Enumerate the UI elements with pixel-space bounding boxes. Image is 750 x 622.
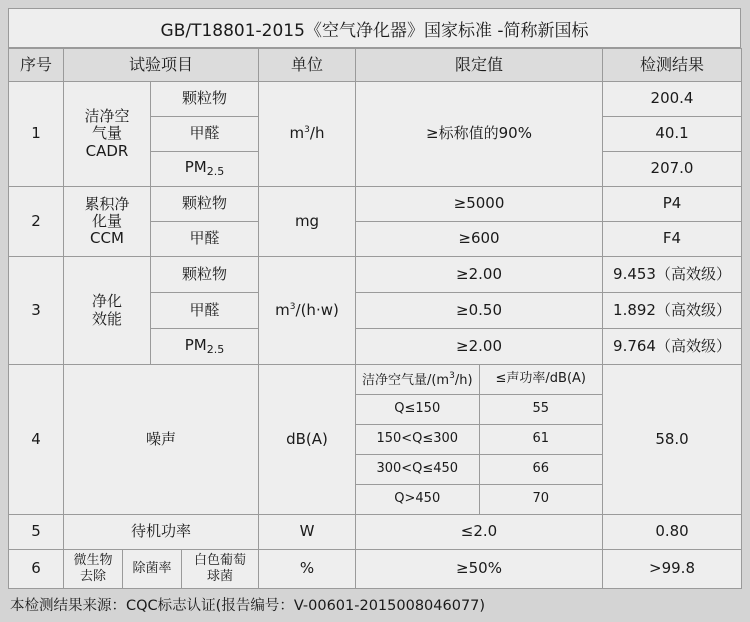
table-row [9, 550, 742, 589]
result-cell: 58.0 [603, 365, 742, 515]
test-results-table [8, 48, 742, 589]
inner-row [356, 455, 602, 485]
item-line: 净化 [91, 292, 122, 311]
inner-header-cadr: 洁净空气量$/(m^3/h)$ [356, 365, 479, 395]
item-line: 气量 [91, 124, 122, 143]
row-number: 4 [9, 365, 64, 515]
header-unit: 单位 [259, 49, 356, 82]
header-item: 试验项目 [64, 49, 259, 82]
result-cell: 200.4 [603, 82, 742, 117]
limit-cell: ≥0.50 [356, 293, 603, 329]
row-number: 2 [9, 187, 64, 257]
limit-cell: ≥50% [356, 550, 603, 589]
table-row [9, 187, 742, 222]
row-number: 5 [9, 515, 64, 550]
limit-cell: ≥600 [356, 222, 603, 257]
inner-row [356, 425, 602, 455]
unit-cell: dB(A) [259, 365, 356, 515]
unit-cell: W [259, 515, 356, 550]
result-cell: F4 [603, 222, 742, 257]
row-number: 3 [9, 257, 64, 365]
header-limit: 限定值 [356, 49, 603, 82]
inner-value: 55 [479, 395, 602, 425]
result-cell: 9.764（高效级） [603, 329, 742, 365]
inner-value: 66 [479, 455, 602, 485]
inner-header-power: ≤声功率/dB(A) [479, 365, 602, 395]
header-no: 序号 [9, 49, 64, 82]
item-microbe [64, 550, 259, 589]
sub-item: $PM_{2.5}$ [151, 329, 259, 365]
microbe-removal-label: 微生物 去除 [64, 550, 123, 588]
item-noise: 噪声 [64, 365, 259, 515]
result-cell: 207.0 [603, 152, 742, 187]
sub-item: 甲醛 [151, 293, 259, 329]
result-cell: 0.80 [603, 515, 742, 550]
row-number: 6 [9, 550, 64, 589]
sub-item: 颗粒物 [151, 187, 259, 222]
result-cell: 1.892（高效级） [603, 293, 742, 329]
item-ccm [64, 187, 151, 257]
sterilization-rate-label: 除菌率 [123, 550, 182, 588]
item-line: 效能 [91, 309, 122, 328]
result-cell: P4 [603, 187, 742, 222]
inner-range: 300<Q≤450 [356, 455, 479, 485]
header-row [9, 49, 742, 82]
limit-cell: ≥5000 [356, 187, 603, 222]
limit-cell: ≥标称值的90% [356, 82, 603, 187]
item-line: 化量 [91, 211, 122, 230]
unit-cell: mg [259, 187, 356, 257]
limit-cell: ≤2.0 [356, 515, 603, 550]
header-result: 检测结果 [603, 49, 742, 82]
item-line: 洁净空 [84, 107, 130, 126]
inner-value: 61 [479, 425, 602, 455]
sub-item: 颗粒物 [151, 257, 259, 293]
inner-range: Q>450 [356, 485, 479, 515]
item-line: 累积净 [84, 194, 130, 213]
table-row [9, 515, 742, 550]
inner-row [356, 485, 602, 515]
staphylococcus-label: 白色葡萄 球菌 [194, 553, 247, 584]
inner-range: 150<Q≤300 [356, 425, 479, 455]
inner-row [356, 395, 602, 425]
source-note: 本检测结果来源：CQC标志认证(报告编号：V-00601-2015008046077) [10, 598, 486, 614]
limit-cell: ≥2.00 [356, 329, 603, 365]
noise-limit-table [356, 365, 602, 514]
table-row [9, 257, 742, 293]
limit-cell: ≥2.00 [356, 257, 603, 293]
noise-limit-cell [356, 365, 603, 515]
sub-item: 甲醛 [151, 117, 259, 152]
result-cell: >99.8 [603, 550, 742, 589]
unit-cell: $m^3/(h\cdot w)$ [259, 257, 356, 365]
table-row [9, 82, 742, 117]
unit-cell: $m^3/h$ [259, 82, 356, 187]
item-efficiency [64, 257, 151, 365]
inner-range: Q≤150 [356, 395, 479, 425]
sub-item: $PM_{2.5}$ [151, 152, 259, 187]
sub-item: 颗粒物 [151, 82, 259, 117]
table-row [9, 365, 742, 515]
item-line: CADR [85, 141, 129, 160]
table-title: GB/T18801-2015《空气净化器》国家标准 -简称新国标 [8, 8, 741, 48]
result-cell: 40.1 [603, 117, 742, 152]
inner-value: 70 [479, 485, 602, 515]
sub-item: 甲醛 [151, 222, 259, 257]
result-cell: 9.453（高效级） [603, 257, 742, 293]
item-line: CCM [90, 229, 124, 248]
row-number: 1 [9, 82, 64, 187]
item-standby-power: 待机功率 [64, 515, 259, 550]
unit-cell: % [259, 550, 356, 589]
item-cadr [64, 82, 151, 187]
